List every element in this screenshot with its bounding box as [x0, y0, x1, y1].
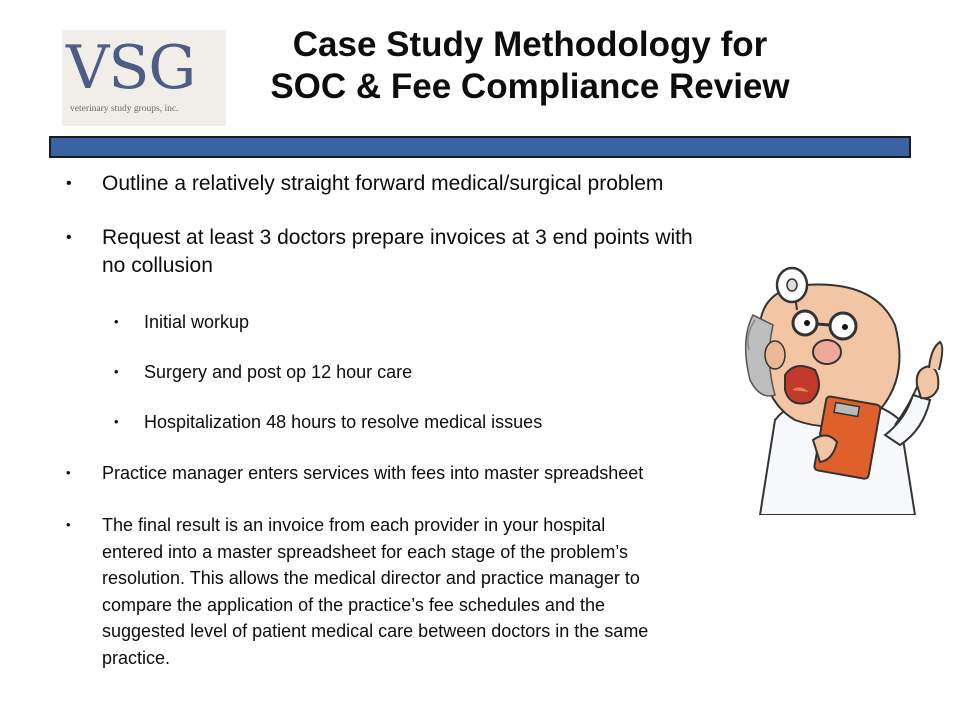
title-line-2: SOC & Fee Compliance Review	[270, 67, 790, 106]
logo-mark: VSG	[66, 33, 196, 103]
bullet-dot-icon: •	[114, 364, 119, 379]
bullet-item: • The final result is an invoice from each provider in your hospital entered into a master spreadsheet for each stage of the problem’s resolution. This allows the medical director and practice manager to compare the application of the practice’s fee schedules and the suggested level of patient medical care between doctors in the same practice.	[102, 512, 648, 671]
bullet-item: • Outline a relatively straight forward medical/surgical problem	[102, 170, 663, 198]
sub-bullet-item: • Surgery and post op 12 hour care	[114, 362, 413, 382]
sub-bullet-item: • Hospitalization 48 hours to resolve medical issues	[114, 412, 543, 432]
bullet-dot-icon: •	[114, 314, 119, 329]
bullet-item: • Request at least 3 doctors prepare invoices at 3 end points with no collusion	[66, 226, 693, 277]
logo-subtitle: veterinary study groups, inc.	[70, 104, 179, 114]
cartoon-doctor-illustration	[735, 230, 960, 515]
bullet-dot-icon: •	[66, 517, 71, 532]
bullet-dot-icon: •	[66, 465, 71, 480]
bullet-dot-icon: •	[66, 175, 72, 192]
bullet-dot-icon: •	[114, 414, 119, 429]
title-line-1: Case Study Methodology for	[292, 25, 768, 64]
bullet-dot-icon: •	[66, 229, 72, 246]
bullet-item: • Practice manager enters services with fees into master spreadsheet	[102, 460, 643, 487]
sub-bullet-item: • Initial workup	[114, 312, 250, 332]
